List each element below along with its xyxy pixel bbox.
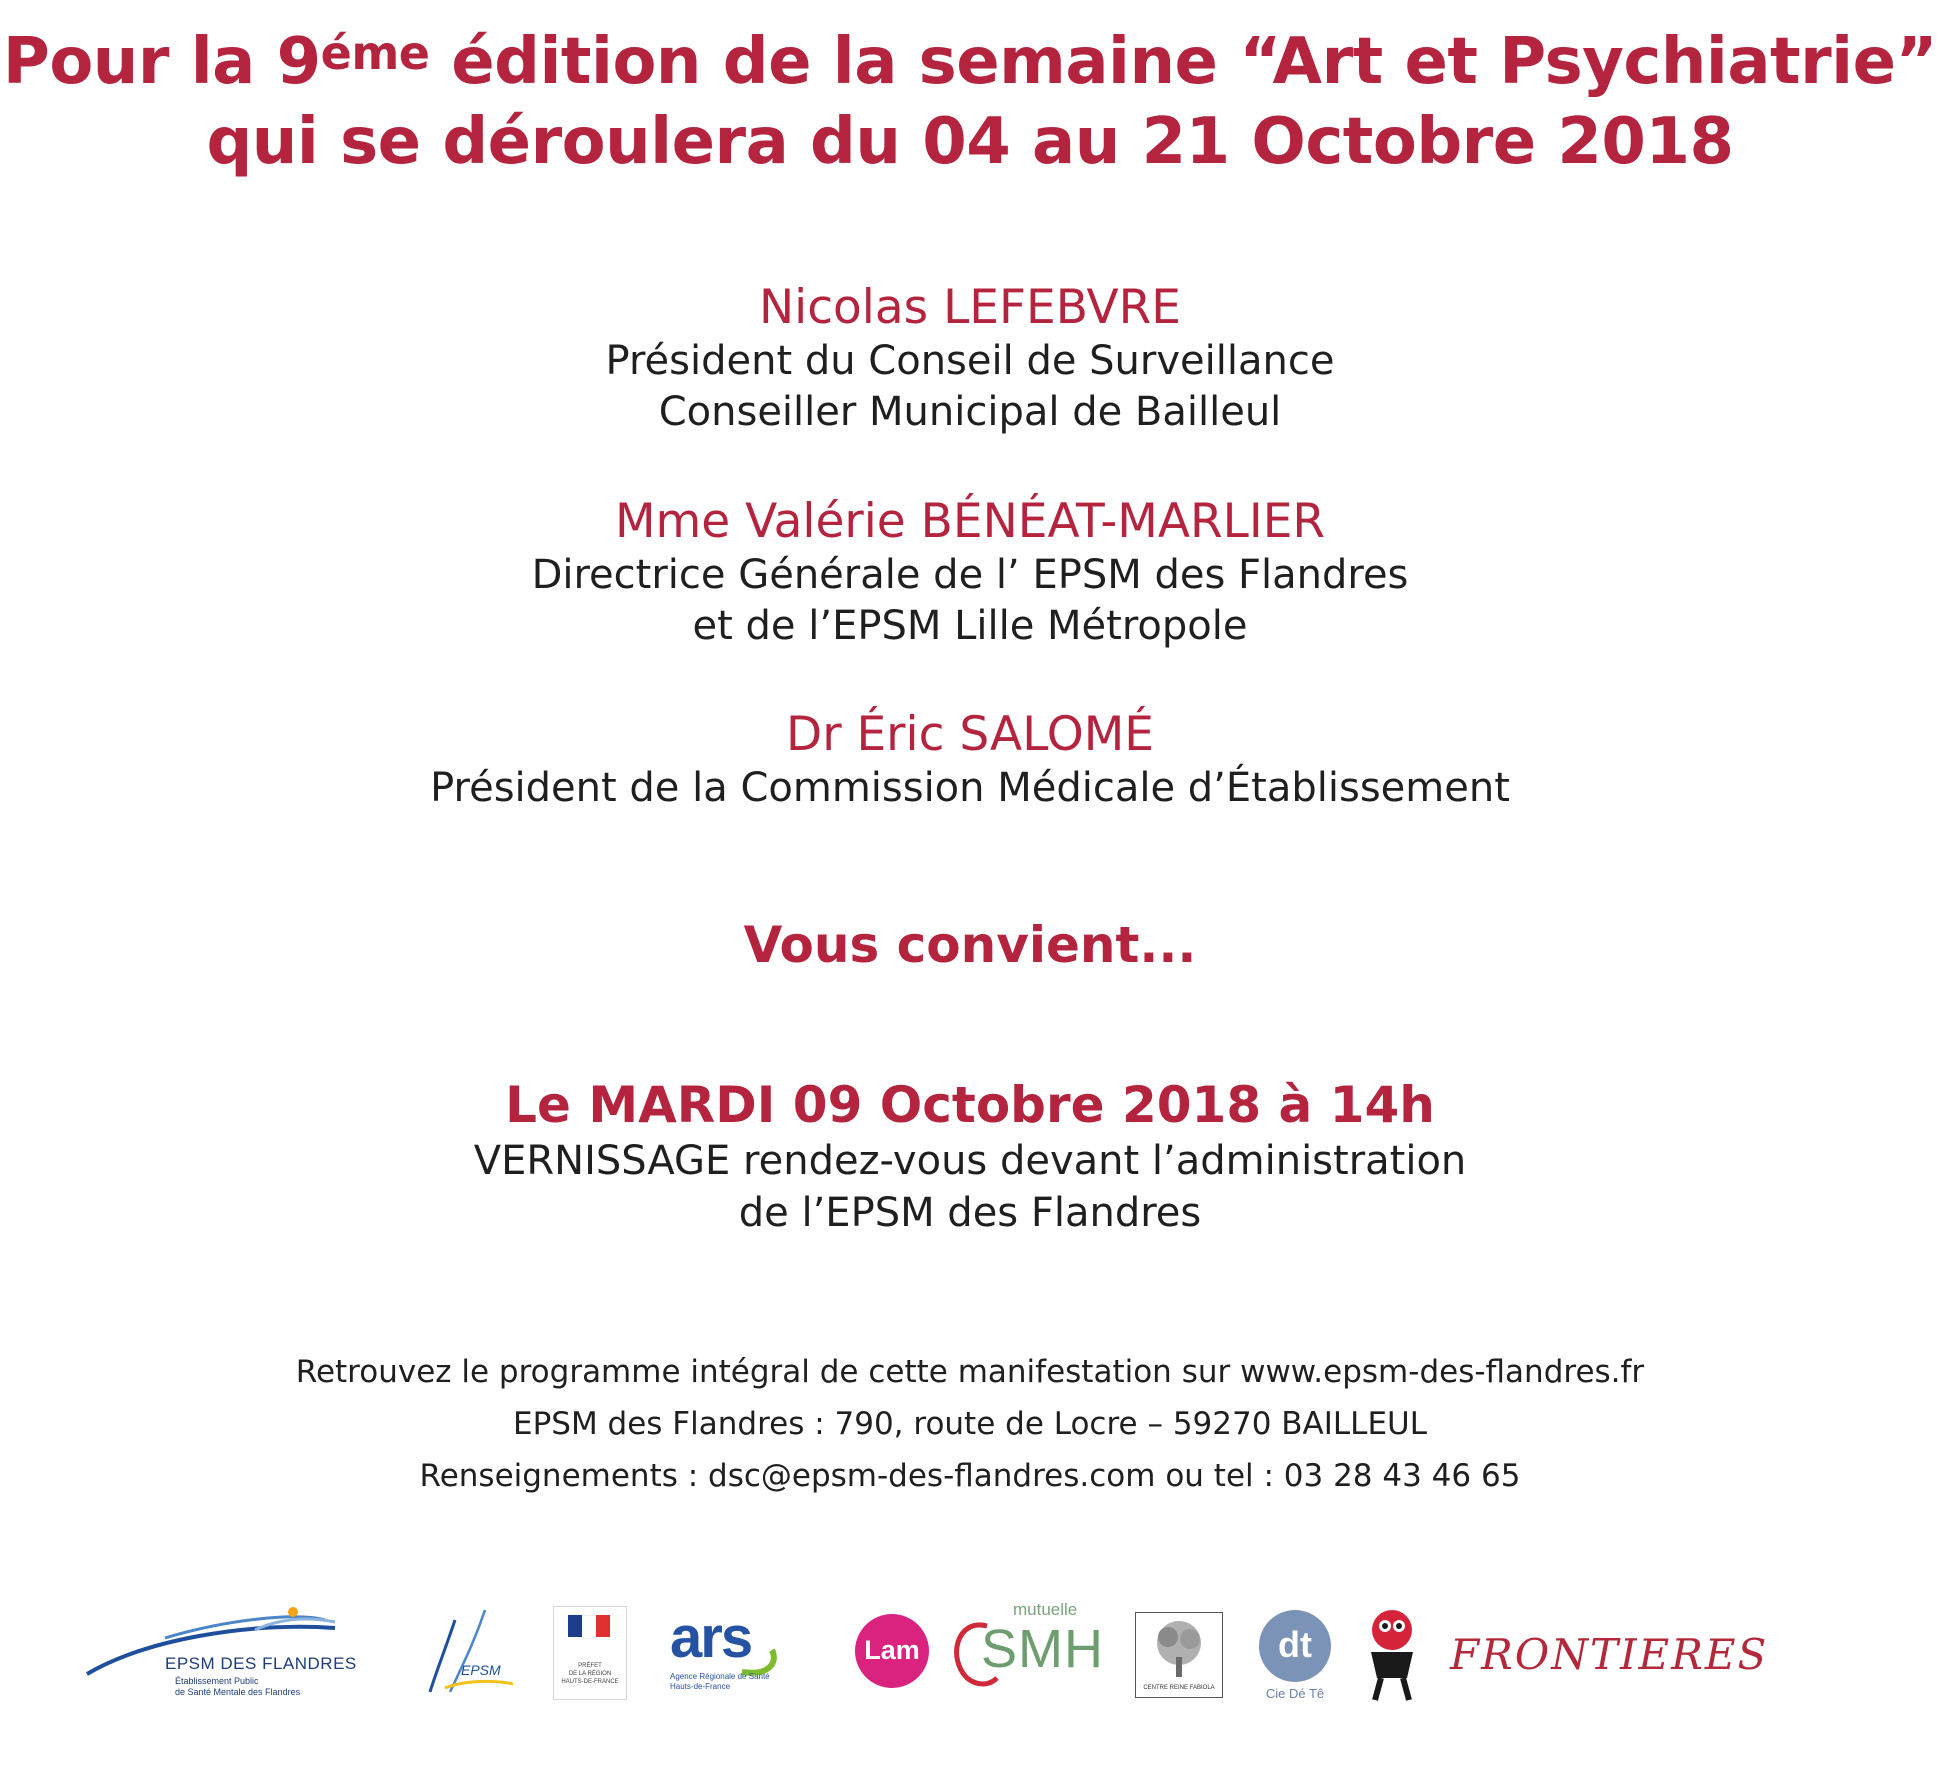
address-line: EPSM des Flandres : 790, route de Locre – 59270 BAILLEUL (512, 1406, 1427, 1442)
host-role: Président de la Commission Médicale d’Établissement (430, 765, 1510, 811)
host-valerie-beneat-marlier (0, 494, 1940, 652)
host-role: Président du Conseil de Surveillance (605, 338, 1335, 384)
ordinal-superscript: éme (320, 26, 430, 80)
mascot-figure-logo (1357, 1604, 1427, 1704)
mascot-figure-icon (1357, 1604, 1427, 1704)
event-description: VERNISSAGE rendez-vous devant l’administration (473, 1138, 1467, 1184)
event-date: Le MARDI 09 Octobre 2018 à 14h (505, 1076, 1435, 1134)
partner-logos (85, 1600, 1785, 1720)
headline-line-1: Pour la $9^{éme}$ édition de la semaine “Art et Psychiatrie” (2, 25, 1938, 99)
frontieres-logo: FRONTIERES (1450, 1630, 1769, 1679)
host-name: Mme Valérie BÉNÉAT-MARLIER (614, 494, 1326, 549)
headline (0, 22, 1940, 182)
host-name: Dr Éric SALOMÉ (786, 707, 1154, 762)
tree-icon (1136, 1613, 1222, 1683)
cie-de-te-logo: dt Cie Dé Tê (1255, 1610, 1335, 1706)
republic-flag-icon (568, 1615, 610, 1637)
contact-info (0, 1346, 1940, 1502)
host-name: Nicolas LEFEBVRE (758, 280, 1181, 335)
lam-logo: Lam (855, 1614, 929, 1688)
epsm-figure-icon (425, 1600, 515, 1700)
host-nicolas-lefebvre (0, 280, 1940, 438)
centre-reine-fabiola-logo: CENTRE REINE FABIOLA (1135, 1612, 1223, 1698)
headline-line-2: qui se déroulera du 04 au 21 Octobre 2018 (206, 105, 1734, 179)
program-website-line: Retrouvez le programme intégral de cette manifestation sur www.epsm-des-flandres.fr (295, 1354, 1645, 1390)
host-role: Directrice Générale de l’ EPSM des Flandres (531, 552, 1409, 598)
event-block (0, 1075, 1940, 1239)
host-eric-salome (0, 707, 1940, 814)
epsm-des-flandres-logo: EPSM DES FLANDRES Établissement Public de Santé Mentale des Flandres (85, 1600, 385, 1700)
event-description: de l’EPSM des Flandres (738, 1190, 1202, 1236)
host-role: Conseiller Municipal de Bailleul (658, 389, 1282, 435)
epsm-logo: EPSM (425, 1600, 515, 1700)
prefet-region-logo: PRÉFET DE LA RÉGION HAUTS-DE-FRANCE (553, 1606, 627, 1700)
smh-mutuelle-logo: mutuelle SMH (947, 1600, 1097, 1700)
ars-logo: ars Agence Régionale de Santé Hauts-de-France (670, 1610, 790, 1700)
host-role: et de l’EPSM Lille Métropole (692, 603, 1248, 649)
contact-line: Renseignements : dsc@epsm-des-flandres.com ou tel : 03 28 43 46 65 (419, 1458, 1521, 1494)
invitation-phrase: Vous convient... (743, 916, 1197, 974)
